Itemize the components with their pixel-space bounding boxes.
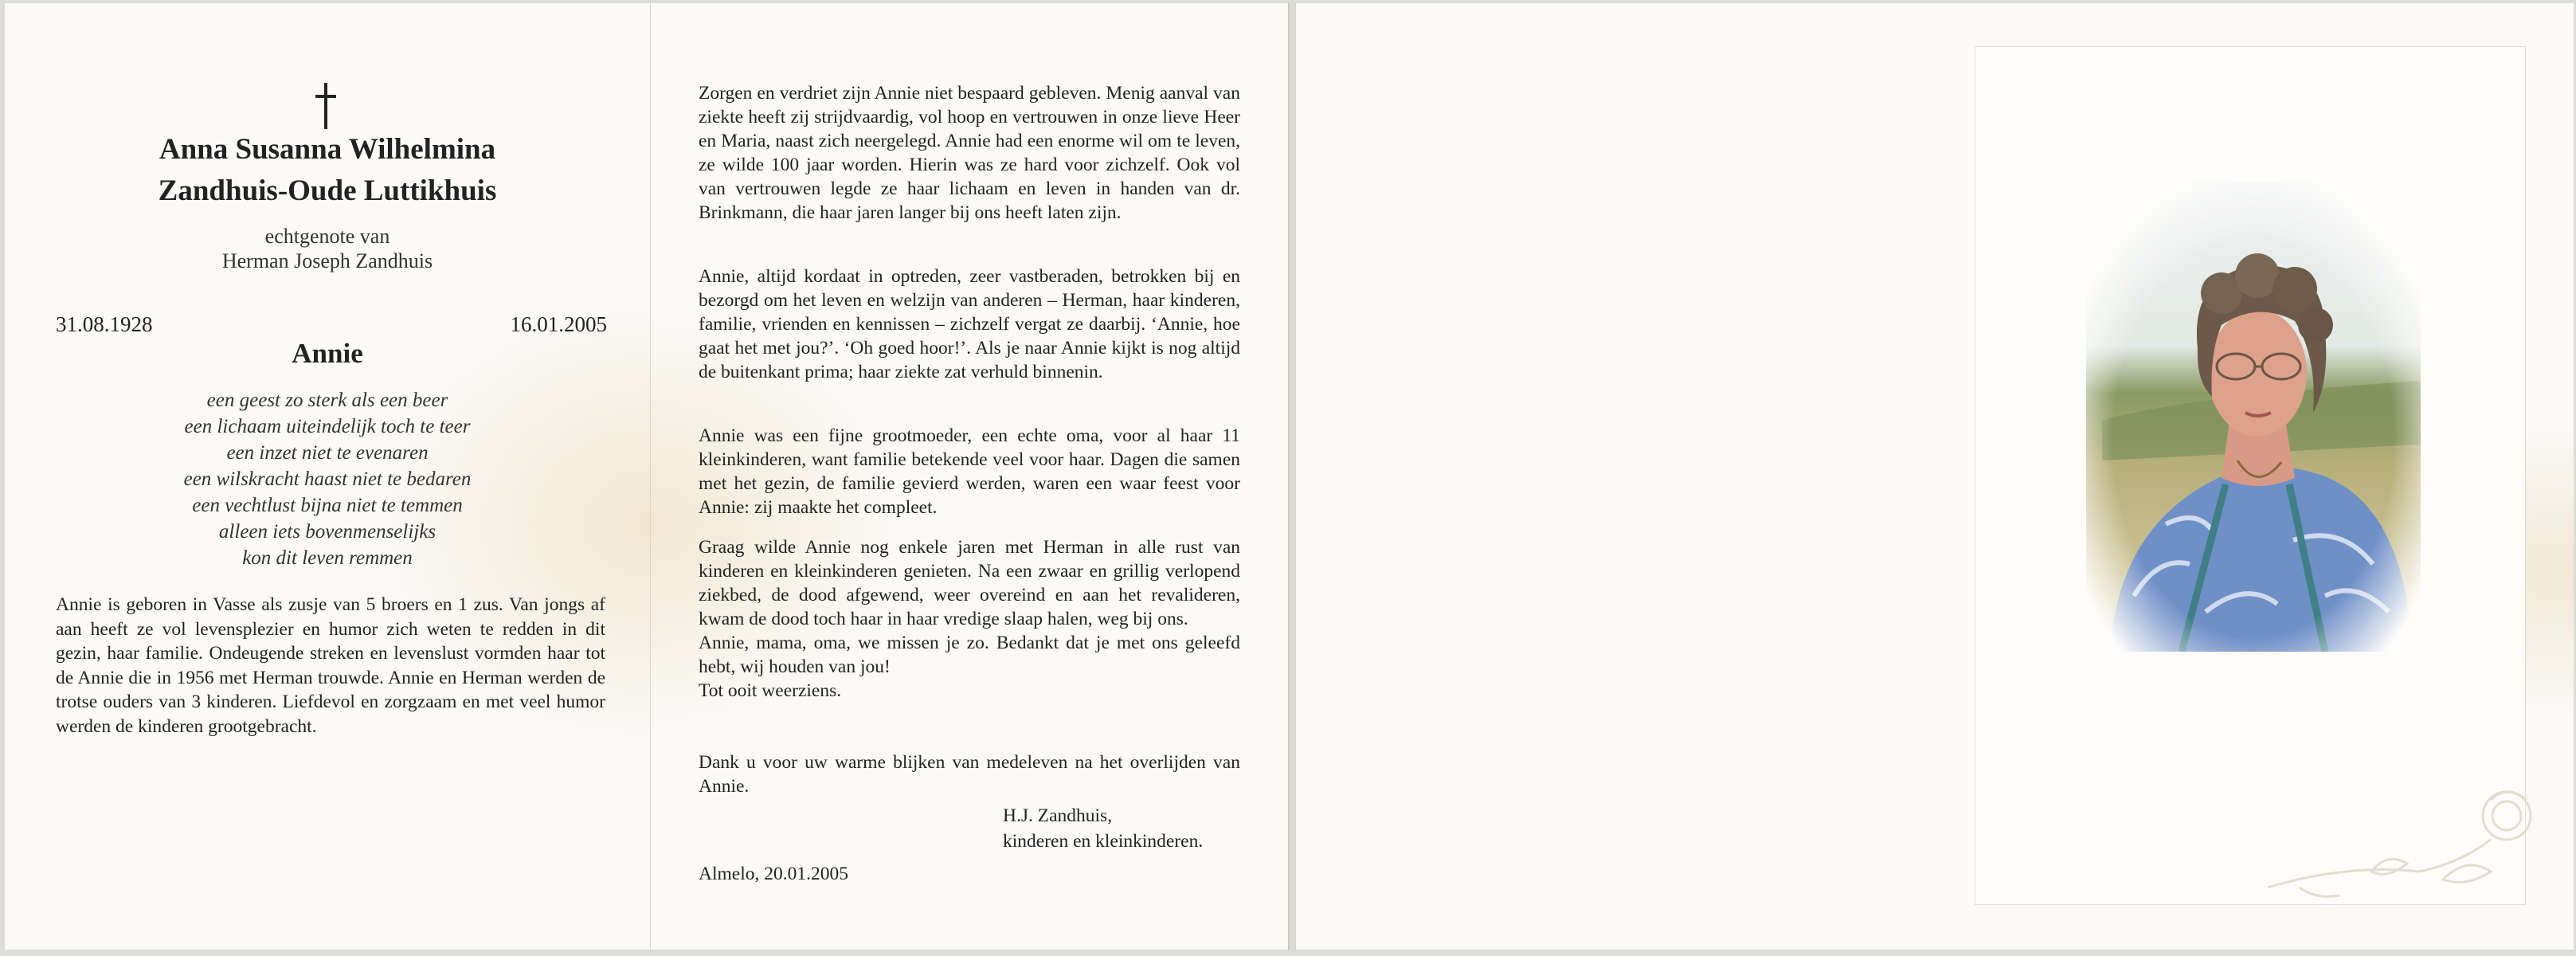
left-page <box>5 3 650 950</box>
death-date: 16.01.2005 <box>510 312 607 336</box>
paragraph-2 <box>699 264 1240 384</box>
poem <box>5 387 650 571</box>
portrait-photo <box>2086 182 2421 652</box>
thanks-paragraph <box>699 750 1240 798</box>
paragraph-text: Dank u voor uw warme blijken van medeleven na het overlijden van Annie. <box>699 752 1240 797</box>
poem-line: kon dit leven remmen <box>242 547 413 569</box>
signature-line1: H.J. Zandhuis, <box>1003 805 1113 826</box>
paragraph-1 <box>699 81 1240 225</box>
nickname: Annie <box>292 338 363 369</box>
farewell-line: Tot ooit weerziens. <box>699 680 842 701</box>
poem-line: een wilskracht haast niet te bedaren <box>183 468 472 490</box>
paragraph-text: Graag wilde Annie nog enkele jaren met Herman in alle rust van kinderen en kleinkinderen genieten. Na een zwaar en grillig verlopend ziekbed, de dood afgewend, weer overeind en aan het revalideren, kwam de dood toch haar in haar vredige slaap halen, weg bij ons. <box>699 537 1240 629</box>
poem-line: alleen iets bovenmenselijks <box>218 521 437 543</box>
middle-page <box>650 3 1290 950</box>
poem-line: een vechtlust bijna niet te temmen <box>192 495 463 516</box>
spouse-label: echtgenote van <box>264 225 390 248</box>
rose-emboss-decoration <box>2252 768 2554 927</box>
poem-line: een lichaam uiteindelijk toch te teer <box>184 416 471 437</box>
poem-line: een geest zo sterk als een beer <box>206 390 448 411</box>
place-and-date: Almelo, 20.01.2005 <box>699 864 848 884</box>
paragraph-3 <box>699 424 1240 519</box>
paragraph-text: Zorgen en verdriet zijn Annie niet bespaard gebleven. Menig aanval van ziekte heeft zij strijdvaardig, vol hoop en vertrouwen in onze lieve Heer en Maria, naast zich neergelegd. Annie had een enorme wil om te leven, ze wilde 100 jaar worden. Hierin was ze hard voor zichzelf. Ook vol van vertrouwen legde ze haar lichaam en leven in handen van dr. Brinkmann, die haar jaren langer bij ons heeft laten zijn. <box>699 83 1240 223</box>
signature-line2: kinderen en kleinkinderen. <box>1003 831 1204 852</box>
paragraph-text: Annie, altijd kordaat in optreden, zeer vastberaden, betrokken bij en bezorgd om het leven en welzijn van anderen – Herman, haar kinderen, familie, vrienden en kennissen – zichzelf vergat ze daarbij. ‘Annie, hoe gaat het met jou?’. ‘Oh goed hoor!’. Als je naar Annie kijkt is nog altijd de buitenkant prima; haar ziekte zat verhuld binnenin. <box>699 266 1240 382</box>
cross-icon <box>314 83 338 129</box>
biography-paragraph: Annie is geboren in Vasse als zusje van 5 broers en 1 zus. Van jongs af aan heeft ze vol levensplezier en humor zich weten te redden in dit gezin, haar familie. Ondeugende streken en levenslust vormden haar tot de Annie die in 1956 met Herman trouwde. Annie en Herman werden de trotse ouders van 3 kinderen. Liefdevol en zorgzaam en met veel humor werden de kinderen grootgebracht. <box>56 594 605 737</box>
poem-line: een inzet niet te evenaren <box>226 442 429 464</box>
birth-date: 31.08.1928 <box>56 312 153 336</box>
paragraph-4 <box>699 535 1240 703</box>
spouse-name: Herman Joseph Zandhuis <box>221 249 433 272</box>
right-page <box>1295 3 2574 950</box>
full-name-line2: Zandhuis-Oude Luttikhuis <box>158 174 497 207</box>
farewell-line: Annie, mama, oma, we missen je zo. Bedankt dat je met ons geleefd hebt, wij houden van jou! <box>699 633 1240 677</box>
paragraph-text: Annie was een fijne grootmoeder, een echte oma, voor al haar 11 kleinkinderen, want familie betekende veel voor haar. Dagen die samen met het gezin, de familie gevierd werden, waren een waar feest voor Annie: zij maakte het compleet. <box>699 425 1240 518</box>
full-name-line1: Anna Susanna Wilhelmina <box>159 133 496 166</box>
